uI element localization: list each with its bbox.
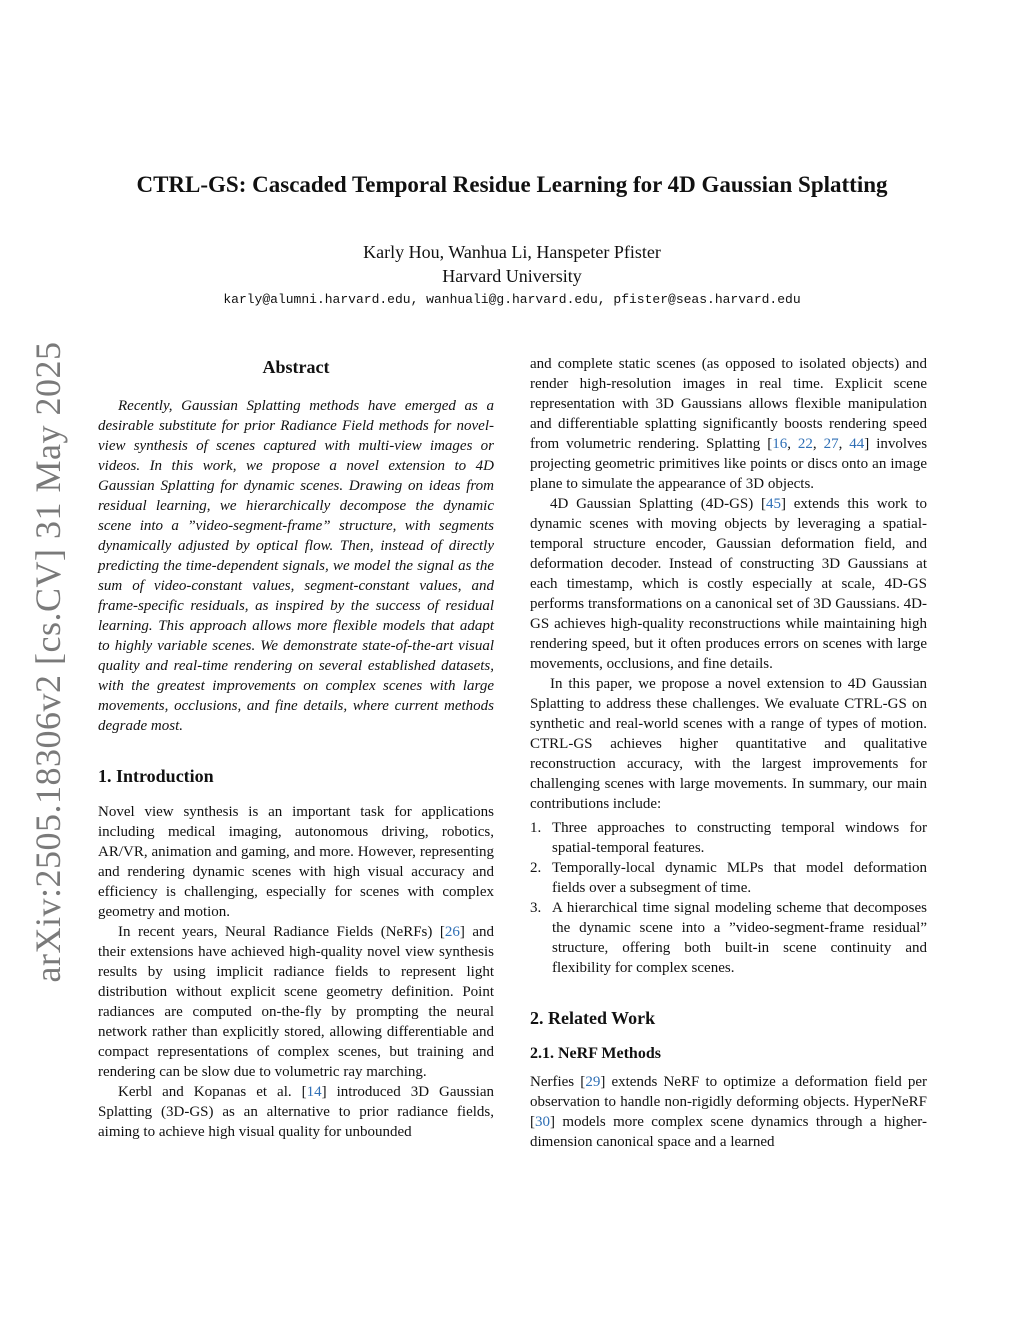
right-paragraph-3: In this paper, we propose a novel extension to 4D Gaussian Splatting to address these challenges. We evaluate CTRL-GS on synthetic and real-world scenes with a range of types of motion. CTRL-GS achieves higher quantitative and qualitative reconstruction accuracy, with the largest improvements for challenging scenes with large movements. In summary, our main contributions include: — [530, 676, 927, 812]
citation-link[interactable]: 26 — [444, 924, 460, 940]
citation-link[interactable]: 29 — [585, 1074, 601, 1090]
citation-link[interactable]: 22 — [797, 436, 813, 452]
citation-link[interactable]: 45 — [766, 496, 781, 512]
list-item: 3. A hierarchical time signal modeling scheme that decomposes the dynamic scene into a ”video-segment-frame residual” structure, offering both built-in scene continuity and flexibility for complex scenes. — [530, 900, 927, 976]
related-paragraph-1: Nerfies [29] extends NeRF to optimize a deformation field per observation to handle non-rigidly deforming objects. HyperNeRF [30] models more complex scene dynamics through a higher-dimension canonical space and a learned — [530, 1074, 928, 1150]
abstract-text: Recently, Gaussian Splatting methods have emerged as a desirable substitute for prior Radiance Field methods for novel-view synthesis of scenes captured with multi-view images or videos. In this work, we propose a novel extension to 4D Gaussian Splatting for dynamic scenes. Drawing on ideas from residual learning, we hierarchically decompose the dynamic scene into a ”video-segment-frame” structure, with segments dynamically adjusted by optical flow. Then, instead of directly predicting the time-dependent signals, we model the signal as the sum of video-constant values, segment-constant values, and frame-specific residuals, as inspired by the success of residual learning. This approach allows more flexible models that adapt to highly variable scenes. We demonstrate state-of-the-art visual quality and real-time rendering on several established datasets, with the greatest improvements on complex scenes with large movements, occlusions, and fine details, where current methods degrade most. — [98, 398, 494, 734]
arxiv-identifier: arXiv:2505.18306v2 [cs.CV] 31 May 2025 — [28, 341, 68, 983]
citation-link[interactable]: 44 — [849, 436, 865, 452]
author-emails: karly@alumni.harvard.edu, wanhuali@g.harvard.edu, pfister@seas.harvard.edu — [223, 292, 801, 307]
right-paragraph-2: 4D Gaussian Splatting (4D-GS) [45] extends this work to dynamic scenes with moving objects by leveraging a spatial-temporal structure encoder, Gaussian deformation field, and deformation decoder. Instead of constructing 3D Gaussians at each timestamp, which is costly especially at scale, 4D-GS performs transformations on a canonical set of 3D Gaussians. 4D-GS achieves high-quality reconstructions while maintaining high rendering speed, but it often produces errors on scenes with large movements, occlusions, and fine details. — [530, 496, 927, 672]
intro-paragraph-1: Novel view synthesis is an important task for applications including medical imaging, autonomous driving, robotics, AR/VR, animation and gaming, and more. However, representing and rendering dynamic scenes with high visual accuracy and efficiency is challenging, especially for scenes with complex geometry and motion. — [98, 804, 494, 920]
author-block — [0, 240, 1024, 288]
list-item: 2. Temporally-local dynamic MLPs that model deformation fields over a subsegment of time. — [530, 860, 927, 896]
intro-paragraph-2: In recent years, Neural Radiance Fields (NeRFs) [26] and their extensions have achieved high-quality novel view synthesis results by using implicit radiance fields to represent light distribution without explicit scene geometry definition. Point radiances are computed on-the-fly by prompting the neural network rather than explicitly stored, allowing differentiable and compact representations of complex scenes, but training and rendering can be slow due to volumetric ray marching. — [98, 924, 494, 1080]
contributions-list — [530, 818, 927, 978]
affiliation: Harvard University — [442, 266, 582, 286]
right-paragraph-1: and complete static scenes (as opposed to isolated objects) and render high-resolution images in real time. Explicit scene representation with 3D Gaussians allows flexible manipulation and differentiable splatting significantly boosts rendering speed from volumetric rendering. Splatting [16, 22, 27, 44] involves projecting geometric primitives like points or discs onto an image plane to simulate the appearance of 3D objects. — [530, 356, 928, 492]
abstract-heading: Abstract — [262, 357, 330, 377]
author-names: Karly Hou, Wanhua Li, Hanspeter Pfister — [363, 242, 661, 262]
list-item: 1. Three approaches to constructing temporal windows for spatial-temporal features. — [530, 820, 927, 856]
intro-paragraph-3: Kerbl and Kopanas et al. [14] introduced 3D Gaussian Splatting (3D-GS) as an alternative to prior radiance fields, aiming to achieve high visual quality for unbounded — [98, 1084, 494, 1140]
left-column — [98, 354, 494, 1142]
introduction-heading: 1. Introduction — [98, 766, 214, 786]
paper-title: CTRL-GS: Cascaded Temporal Residue Learning for 4D Gaussian Splatting — [136, 172, 888, 197]
right-column — [530, 354, 927, 1152]
citation-link[interactable]: 27 — [823, 436, 839, 452]
citation-link[interactable]: 16 — [772, 436, 788, 452]
citation-link[interactable]: 14 — [306, 1084, 322, 1100]
related-work-heading: 2. Related Work — [530, 1008, 656, 1028]
citation-link[interactable]: 30 — [535, 1114, 550, 1130]
nerf-methods-heading: 2.1. NeRF Methods — [530, 1045, 661, 1062]
